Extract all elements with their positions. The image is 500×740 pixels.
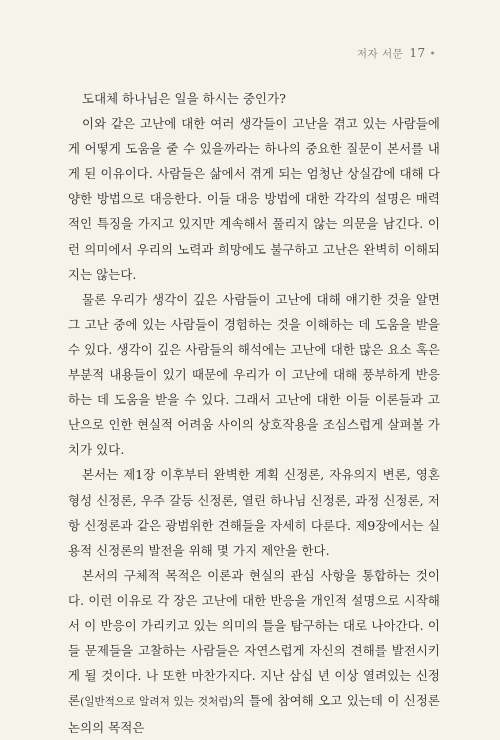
- paragraph-question: 도대체 하나님은 일을 하시는 중인가?: [82, 91, 286, 106]
- paragraph-goal-text: 본서의 구체적 목적은 이론과 현실의 관심 사항을 통합하는 것이다. 이런 이유로 각 장은 고난에 대한 반응을 개인적 설명으로 시작해서 이 반응이 가리키고 있는 의미의 틀을 탐구하는 대로 나아간다. 이들 문제들을 고찰하는 사람들은 자연스럽게 자신의 견해를 발전시키게 될 것이다. 나 또한 마찬가지다. 지난 삼십 년 이상 열려있는 신정론: [68, 567, 440, 709]
- paragraph-purpose: 이와 같은 고난에 대한 여러 생각들이 고난을 겪고 있는 사람들에게 어떻게 도움을 줄 수 있을까라는 하나의 중요한 질문이 본서를 내게 된 이유이다. 사람들은 삶에서 겪게 되는 엄청난 상실감에 대해 다양한 방법으로 대응한다. 이들 대응 방법에 대한 각각의 설명은 매력적인 특징을 가지고 있지만 계속해서 풀리지 않는 의문을 남긴다. 이런 의미에서 우리의 노력과 희망에도 불구하고 고난은 완벽히 이해되지는 않는다.: [68, 116, 440, 282]
- paragraph-understanding: 물론 우리가 생각이 깊은 사람들이 고난에 대해 얘기한 것을 알면 그 고난 중에 있는 사람들이 경험하는 것을 이해하는 데 도움을 받을 수 있다. 생각이 깊은 사람들의 해석에는 고난에 대한 많은 요소 혹은 부분적 내용들이 있기 때문에 우리가 이 고난에 대해 풍부하게 반응하는 데 도움을 받을 수 있다. 그래서 고난에 대한 이들 이론들과 고난으로 인한 현실적 어려움 사이의 상호작용을 조심스럽게 살펴볼 가치가 있다.: [68, 291, 440, 458]
- paragraph-goal-tail: 의 틀에 참여해 오고 있는데 이 신정론 논의의 목적은: [68, 693, 440, 736]
- paragraph-overview: 본서는 제1장 이후부터 완벽한 계획 신정론, 자유의지 변론, 영혼 형성 신정론, 우주 갈등 신정론, 열린 하나님 신정론, 과정 신정론, 저항 신정론과 같은 광범위한 견해들을 자세히 다룬다. 제9장에서는 실용적 신정론의 발전을 위해 몇 가지 제안을 한다.: [68, 467, 440, 558]
- running-head: [357, 46, 436, 61]
- page-number: 17: [409, 46, 426, 60]
- body-text: [68, 86, 440, 740]
- paragraph-goal: [68, 563, 440, 740]
- paragraph-goal-note: (일반적으로 알려져 있는 것처럼): [80, 696, 233, 709]
- section-title: 저자 서문: [356, 48, 404, 60]
- ornament-dot: •: [429, 49, 436, 60]
